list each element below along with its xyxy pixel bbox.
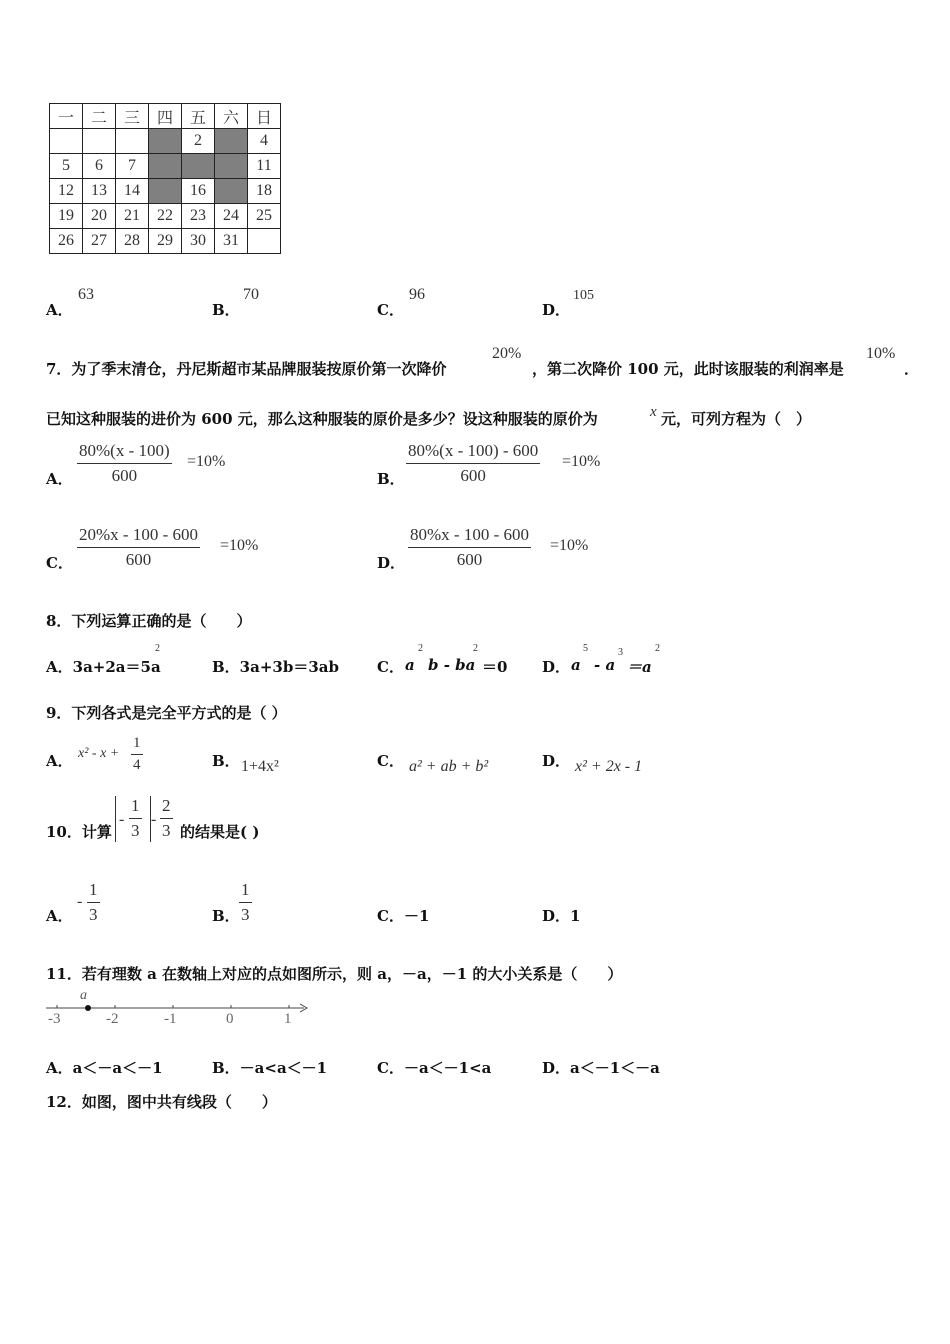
q10-stem-suffix: 的结果是( ) [180, 823, 260, 841]
q11-stem: 11．若有理数 a 在数轴上对应的点如图所示，则 a，－a，－1 的大小关系是（ ） [46, 965, 623, 983]
calendar-shaded-cell [149, 154, 182, 179]
calendar-cell: 23 [182, 204, 215, 229]
q7-option-c-letter: C． [46, 554, 73, 572]
q8-option-a: A．3a+2a＝5a [46, 658, 161, 676]
q7-stem-end: ． [904, 360, 920, 378]
q10-fraction-2 [160, 796, 173, 841]
fraction-numerator: 1 [239, 880, 252, 903]
fraction-denominator: 4 [133, 757, 141, 773]
q10-option-b-letter: B． [212, 907, 240, 925]
calendar-cell: 6 [83, 154, 116, 179]
q9-option-b-expression: 1+4x² [241, 758, 279, 775]
q11-tick-label: -2 [106, 1011, 119, 1027]
q7-option-a-fraction [77, 441, 172, 486]
q9-option-a-letter: A． [46, 752, 73, 770]
fraction-denominator: 3 [131, 821, 140, 840]
calendar-row [50, 229, 281, 254]
calendar-cell: 29 [149, 229, 182, 254]
q8-option-c-exponent-2: 2 [473, 643, 478, 654]
q7-option-a-letter: A． [46, 470, 73, 488]
q7-stem-part3: 已知这种服装的进价为 600 元，那么这种服装的原价是多少？设这种服装的原价为 [46, 410, 598, 428]
fraction-denominator: 3 [241, 905, 250, 924]
calendar-cell: 22 [149, 204, 182, 229]
q10-option-a-minus: - [77, 893, 83, 910]
q10-option-b-fraction [239, 880, 252, 925]
q7-option-d-letter: D． [377, 554, 406, 572]
q11-number-line [44, 1003, 314, 1033]
calendar-shaded-cell [149, 129, 182, 154]
q7-variable-x: x [650, 404, 657, 420]
calendar-cell [83, 129, 116, 154]
calendar-header-row [50, 104, 281, 129]
q8-stem: 8．下列运算正确的是（ ） [46, 612, 252, 630]
calendar-cell: 30 [182, 229, 215, 254]
fraction-numerator: 20%x - 100 - 600 [77, 525, 200, 548]
q6-option-b-letter: B． [212, 301, 240, 319]
q10-minus: - [151, 811, 157, 828]
q9-option-a-expression: x² - x + [78, 746, 120, 761]
q9-option-c-expression: a² + ab + b² [409, 758, 489, 775]
fraction-denominator: 3 [89, 905, 98, 924]
q11-option-a: A．a＜－a＜－1 [46, 1059, 163, 1077]
calendar-cell: 5 [50, 154, 83, 179]
calendar-cell: 25 [248, 204, 281, 229]
q9-option-b-letter: B． [212, 752, 240, 770]
q10-option-a-letter: A． [46, 907, 73, 925]
fraction-denominator: 3 [162, 821, 171, 840]
q11-tick-label: -1 [164, 1011, 177, 1027]
q8-option-d-middle: - a [594, 656, 616, 674]
q8-option-c-end: ＝0 [482, 658, 508, 676]
q8-option-c-a: a [405, 656, 415, 674]
calendar-shaded-cell [149, 179, 182, 204]
calendar-row [50, 204, 281, 229]
q10-abs-minus: - [119, 811, 125, 828]
calendar-cell: 31 [215, 229, 248, 254]
calendar-cell: 13 [83, 179, 116, 204]
calendar-table [49, 103, 281, 254]
q8-option-c-middle: b - ba [428, 656, 476, 674]
fraction-denominator: 600 [111, 466, 138, 485]
q10-fraction-1 [129, 796, 142, 841]
q11-tick-label: 0 [226, 1011, 234, 1027]
fraction-denominator: 600 [460, 466, 486, 485]
q7-stem-part2: ，第二次降价 100 元，此时该服装的利润率是 [532, 360, 844, 378]
q10-stem-prefix: 10．计算 [46, 823, 112, 841]
calendar-cell: 7 [116, 154, 149, 179]
q6-option-a-value: 63 [78, 286, 94, 303]
q8-option-d-a: a [571, 656, 581, 674]
q11-tick-label: -3 [48, 1011, 61, 1027]
fraction-denominator: 600 [456, 550, 483, 569]
calendar-header: 三 [116, 104, 149, 129]
q10-option-a-fraction [87, 880, 100, 925]
q9-option-a-fraction [131, 735, 143, 774]
calendar-shaded-cell [215, 179, 248, 204]
q9-option-d-letter: D． [542, 752, 571, 770]
q8-option-b: B．3a+3b＝3ab [212, 658, 339, 676]
q7-option-b-letter: B． [377, 470, 405, 488]
q7-percent-10: 10% [866, 345, 896, 362]
calendar-shaded-cell [215, 129, 248, 154]
calendar-cell: 27 [83, 229, 116, 254]
calendar-cell [116, 129, 149, 154]
q6-option-c-value: 96 [409, 286, 425, 303]
fraction-numerator: 1 [131, 735, 143, 755]
calendar-header: 四 [149, 104, 182, 129]
q10-option-c: C．－1 [377, 907, 430, 925]
fraction-numerator: 80%(x - 100) - 600 [406, 441, 540, 464]
calendar-cell: 18 [248, 179, 281, 204]
q7-option-d-rhs: =10% [550, 537, 589, 554]
q6-option-b-value: 70 [243, 286, 259, 303]
q8-option-a-exponent: 2 [155, 643, 160, 654]
q7-option-c-fraction [77, 525, 200, 570]
calendar-header: 一 [50, 104, 83, 129]
q8-option-d-exponent-2: 3 [618, 647, 623, 658]
fraction-numerator: 80%x - 100 - 600 [408, 525, 531, 548]
q9-option-d-expression: x² + 2x - 1 [575, 758, 643, 775]
calendar-cell: 21 [116, 204, 149, 229]
q6-option-d-value: 105 [573, 288, 594, 303]
q9-option-c-letter: C． [377, 752, 404, 770]
fraction-denominator: 600 [125, 550, 152, 569]
q7-option-c-rhs: =10% [220, 537, 259, 554]
q8-option-d-exponent-1: 5 [583, 643, 588, 654]
q6-option-d-letter: D． [542, 301, 571, 319]
calendar-cell [248, 229, 281, 254]
q11-option-d: D．a＜－1＜－a [542, 1059, 660, 1077]
q8-option-d-end: ＝a [627, 658, 652, 676]
q8-option-d-exponent-3: 2 [655, 643, 660, 654]
number-line-point-a [85, 1005, 91, 1011]
calendar-cell: 16 [182, 179, 215, 204]
q7-stem-part4: 元，可列方程为（ ） [661, 410, 812, 428]
calendar-cell: 12 [50, 179, 83, 204]
q12-stem: 12．如图，图中共有线段（ ） [46, 1093, 277, 1111]
q9-stem: 9．下列各式是完全平方式的是（ ） [46, 704, 287, 722]
q7-option-b-fraction [406, 441, 540, 486]
calendar-shaded-cell [182, 154, 215, 179]
calendar-cell: 26 [50, 229, 83, 254]
q11-point-label: a [80, 988, 87, 1003]
calendar-cell: 11 [248, 154, 281, 179]
calendar-row [50, 179, 281, 204]
calendar-cell [50, 129, 83, 154]
q7-percent-20: 20% [492, 345, 522, 362]
calendar-header: 二 [83, 104, 116, 129]
calendar-header: 六 [215, 104, 248, 129]
q8-option-c-letter: C． [377, 658, 404, 676]
q8-option-c-exponent-1: 2 [418, 643, 423, 654]
q7-option-d-fraction [408, 525, 531, 570]
q11-tick-label: 1 [284, 1011, 292, 1027]
calendar-row [50, 154, 281, 179]
q7-option-a-rhs: =10% [187, 453, 226, 470]
calendar-cell: 20 [83, 204, 116, 229]
q10-option-d: D．1 [542, 907, 581, 925]
calendar-cell: 2 [182, 129, 215, 154]
q7-option-b-rhs: =10% [562, 453, 601, 470]
q11-option-c: C．－a＜－1<a [377, 1059, 492, 1077]
calendar-cell: 28 [116, 229, 149, 254]
fraction-numerator: 2 [160, 796, 173, 819]
q6-option-c-letter: C． [377, 301, 404, 319]
fraction-numerator: 80%(x - 100) [77, 441, 172, 464]
fraction-numerator: 1 [87, 880, 100, 903]
calendar-cell: 4 [248, 129, 281, 154]
calendar-cell: 24 [215, 204, 248, 229]
calendar-header: 日 [248, 104, 281, 129]
q7-stem-part1: 7．为了季末清仓，丹尼斯超市某品牌服装按原价第一次降价 [46, 360, 447, 378]
calendar-shaded-cell [215, 154, 248, 179]
q8-option-d-letter: D． [542, 658, 571, 676]
q11-option-b: B．－a<a＜－1 [212, 1059, 328, 1077]
calendar-row [50, 129, 281, 154]
calendar-header: 五 [182, 104, 215, 129]
calendar-cell: 19 [50, 204, 83, 229]
q6-option-a-letter: A． [46, 301, 73, 319]
calendar-cell: 14 [116, 179, 149, 204]
fraction-numerator: 1 [129, 796, 142, 819]
